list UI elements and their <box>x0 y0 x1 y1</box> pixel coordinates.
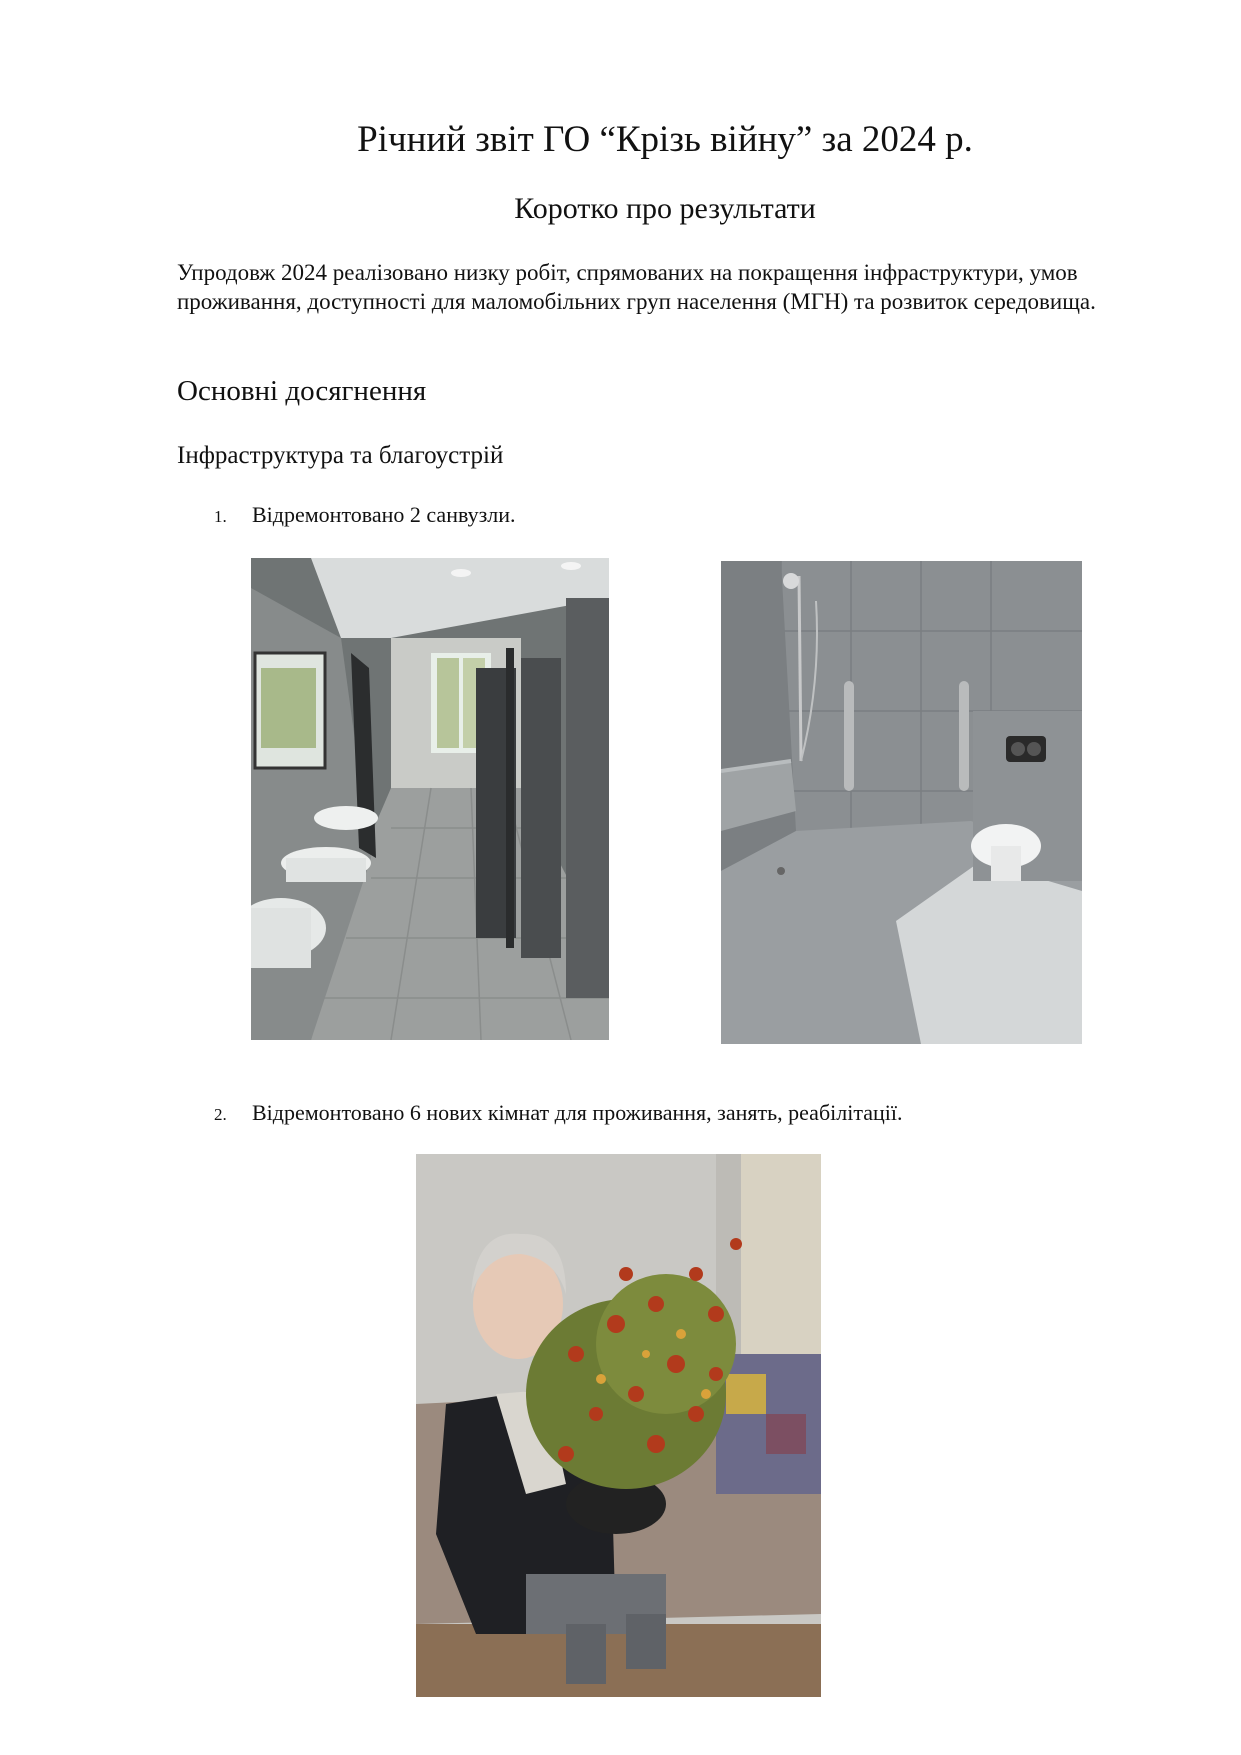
list-item-text: Відремонтовано 2 санвузли. <box>252 502 516 527</box>
list-item <box>214 502 516 528</box>
section-heading: Основні досягнення <box>177 375 427 407</box>
report-subtitle: Коротко про результати <box>514 192 816 225</box>
report-title: Річний звіт ГО “Крізь війну” за 2024 р. <box>357 119 973 160</box>
list-item <box>214 1100 903 1126</box>
photo-woman-with-flowers <box>416 1154 821 1697</box>
list-item-number: 1. <box>214 507 227 526</box>
list-item-text: Відремонтовано 6 нових кімнат для проживання, занять, реабілітації. <box>252 1100 903 1125</box>
photo-accessible-shower-room <box>721 561 1082 1044</box>
intro-paragraph: Упродовж 2024 реалізовано низку робіт, спрямованих на покращення інфраструктури, умов проживання, доступності для маломобільних груп населення (МГН) та розвиток середовища. <box>177 260 1096 314</box>
list-item-number: 2. <box>214 1105 227 1124</box>
subsection-heading: Інфраструктура та благоустрій <box>177 442 504 469</box>
photo-washroom-sinks <box>251 558 609 1040</box>
